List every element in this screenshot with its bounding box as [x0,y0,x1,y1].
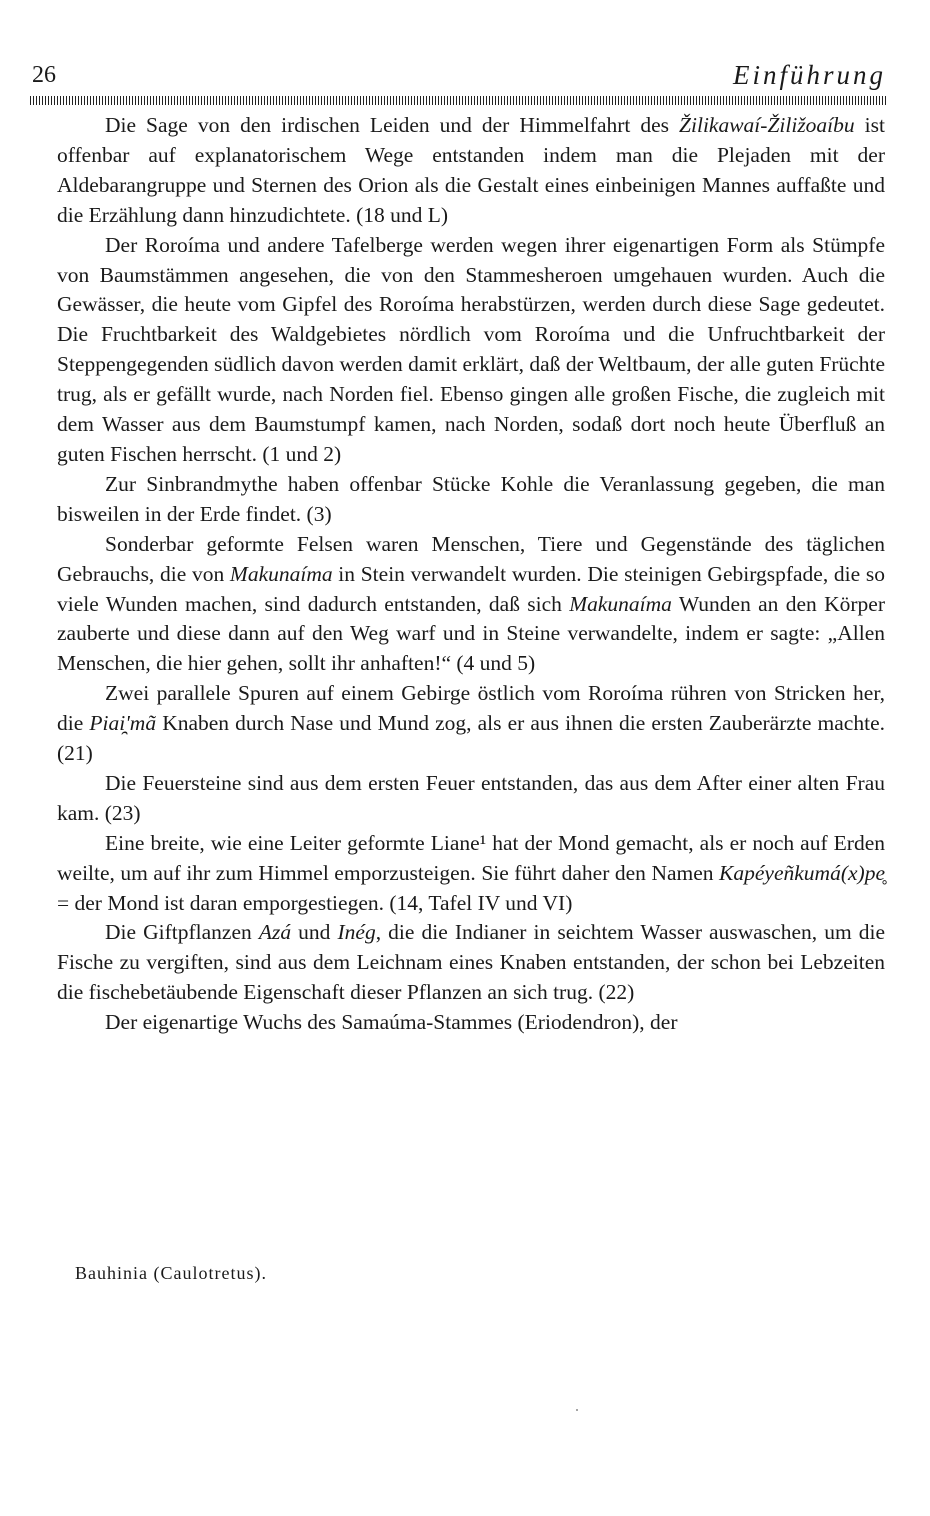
paragraph [57,231,885,470]
paragraph [57,111,885,231]
text-run: Die Sage von den irdischen Leiden und der Himmelfahrt des [105,113,680,137]
text-run: Sonderbar geformte Felsen waren Menschen, Tiere und Gegenstände des täglichen Gebrauchs, die von [57,531,885,586]
running-title: Einführung [732,60,886,90]
italic-term: Makunaíma [229,561,333,586]
paragraph [57,530,885,680]
paper-speck [576,1409,578,1411]
paragraph [57,918,885,1008]
text-run: Die Giftpflanzen [105,920,259,945]
text-run: = der Mond ist daran emporgestiegen. (14, Tafel IV und VI) [57,890,573,915]
footnote: Bauhinia (Caulotretus). [75,1263,267,1283]
text-run: Der Roroíma und andere Tafelberge werden wegen ihrer eigenartigen Form als Stümpfe von Baumstämmen angesehen, die von den Stammesheroen umgehauen wurden. Auch die Gewässer, die heute vom Gipfel des Roroíma herabstürzen, werden durch diese Sage gedeutet. Die Fruchtbarkeit des Waldgebietes nördlich vom Roroíma und die Unfruchtbarkeit der Steppengegenden südlich davon werden damit erklärt, daß der Weltbaum, der alle guten Früchte trug, als er gefällt wurde, nach Norden fiel. Ebenso gingen alle großen Fische, die zugleich mit dem Wasser aus dem Baumstumpf kamen, nach Norden, sodaß dort noch heute Überfluß an guten Fischen herrscht. (1 und 2) [57,232,885,466]
italic-term: Inég [337,920,376,945]
text-run: Knaben durch Nase und Mund zog, als er aus ihnen die ersten Zauberärzte machte. (21) [57,711,885,766]
text-run: Zur Sinbrandmythe haben offenbar Stücke Kohle die Veranlassung gegeben, die man bisweilen in der Erde findet. (3) [57,471,885,526]
text-run: und [291,920,338,945]
italic-term: Makunaíma [569,591,672,616]
text-run: Eine breite, wie eine Leiter geformte Liane¹ hat der Mond gemacht, als er noch auf Erden weilte, um auf ihr zum Himmel emporzusteigen. Sie führt daher den Namen [57,830,885,885]
text-run: Der eigenartige Wuchs des Samaúma-Stammes (Eriodendron), der [105,1010,678,1035]
header-rule [30,96,888,105]
body-text [57,111,885,1038]
text-run: Die Feuersteine sind aus dem ersten Feuer entstanden, das aus dem After einer alten Frau kam. (23) [57,770,885,825]
paragraph [57,829,885,919]
italic-term: Žilikawaí-Žiližoaíbu [679,113,855,137]
paragraph [57,769,885,829]
paragraph [57,1008,885,1038]
paragraph [57,679,885,769]
text-run: Zwei parallele Spuren auf einem Gebirge östlich vom Roroíma rühren von Stricken her, die [57,681,885,736]
text-run: in Stein verwandelt wurden. Die steinigen Gebirgspfade, die so viele Wunden machen, sind dadurch entstanden, daß sich [57,561,885,616]
italic-term: Kapéyeñkumá(x)pe̥ [719,860,885,885]
italic-term: Piai̯'mã [89,711,157,736]
italic-term: Azá [258,920,292,945]
page-number: 26 [32,62,56,88]
text-run: ist offenbar auf explanatorischem Wege entstanden indem man die Plejaden mit der Aldebarangruppe und Sternen des Orion als die Gestalt eines einbeinigen Mannes auffaßte und die Erzählung dann hinzudichtete. (18 und L) [57,113,885,227]
paragraph [57,470,885,530]
text-run: Wunden an den Körper zauberte und diese dann auf den Weg warf und in Steine verwandelte, indem er sagte: „Allen Menschen, die hier gehen, sollt ihr anhaften!“ (4 und 5) [57,591,885,676]
text-run: , die die Indianer in seichtem Wasser auswaschen, um die Fische zu vergiften, sind aus dem Leichnam eines Knaben entstanden, der schon bei Lebzeiten die fischebetäubende Eigenschaft dieser Pflanzen an sich trug. (22) [57,920,886,1005]
